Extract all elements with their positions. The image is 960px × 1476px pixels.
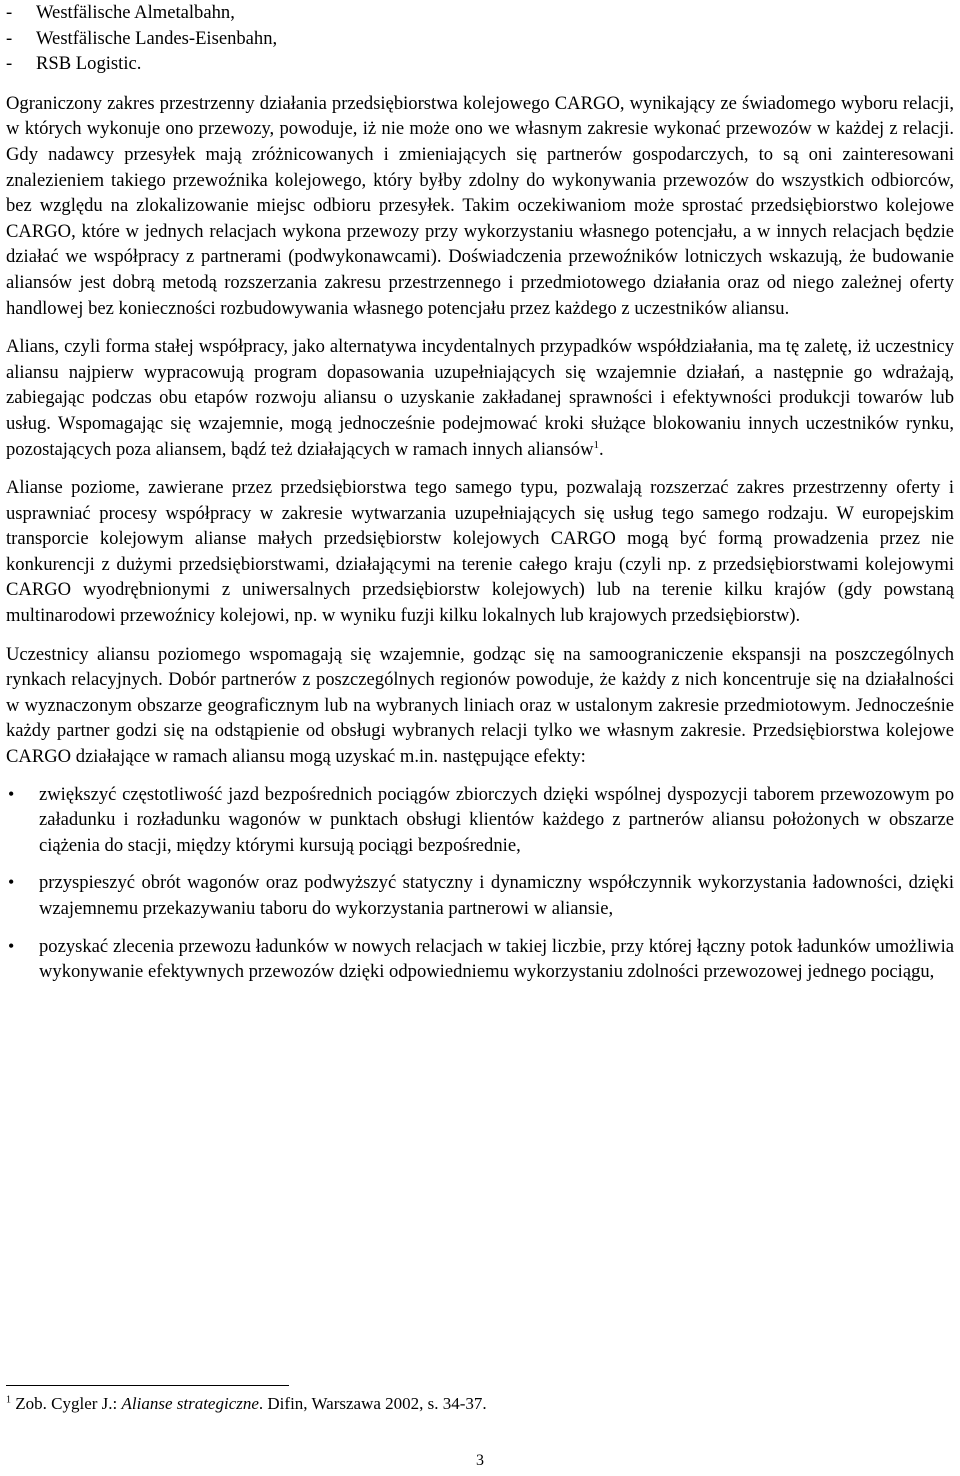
- paragraph-horizontal-alliances: Alianse poziome, zawierane przez przedsiębiorstwa tego samego typu, pozwalają rozszerzać zakres przestrzenny oferty i usprawniać procesy współpracy w zakresie wytwarzania uzupełniających się usług tego samego rodzaju. W europejskim transporcie kolejowym alianse małych przedsiębiorstw kolejowych CARGO mogą być formą prowadzenia przez nie konkurencji z dużymi przedsiębiorstwami, działającymi na terenie całego kraju (czyli np. z przedsiębiorstwami kolejowymi CARGO wyodrębnionymi z uniwersalnych przedsiębiorstw kolejowych) lub na terenie kilku krajów (gdy powstaną multinarodowi przewoźnicy kolejowi, np. w wyniku fuzji kilku lokalnych lub krajowych przedsiębiorstw).: [6, 477, 954, 627]
- list-item: [6, 0, 954, 26]
- footnote: [6, 1393, 487, 1415]
- footnote-suffix: . Difin, Warszawa 2002, s. 34-37.: [258, 1394, 487, 1413]
- dash-marker: -: [6, 53, 13, 75]
- page-number: 3: [476, 1452, 484, 1469]
- list-item-text: Westfälische Landes-Eisenbahn,: [36, 27, 278, 49]
- list-item: [6, 26, 954, 52]
- dash-marker: -: [6, 27, 13, 49]
- bullet-icon: •: [8, 872, 15, 893]
- footnote-title: Alianse strategiczne: [121, 1394, 259, 1413]
- bullet-icon: •: [8, 935, 15, 956]
- list-item-text: Westfälische Almetalbahn,: [36, 2, 235, 23]
- footnote-divider: [6, 1385, 289, 1386]
- list-item-text: RSB Logistic.: [36, 53, 142, 75]
- list-item: [6, 51, 954, 77]
- paragraph-alliance-text: Alians, czyli forma stałej współpracy, jako alternatywa incydentalnych przypadków współdziałania, ma tę zaletę, iż uczestnicy aliansu najpierw wypracowują program dopasowania uzupełniających się wzajemnie działań, a następnie go wdrażają, zabiegając podczas obu etapów rozwoju aliansu o uzyskanie zakładanej sprawności i efektywności produkcji towarów lub usług. Wspomagając się wzajemnie, mogą jednocześnie podejmować kroki służące blokowaniu innych uczestników rynku, pozostających poza aliansem, bądź też działających w ramach innych aliansów: [6, 336, 954, 460]
- paragraph-alliance: [6, 334, 954, 462]
- document-page: [6, 0, 954, 997]
- bullet-text: pozyskać zlecenia przewozu ładunków w nowych relacjach w takiej liczbie, przy której łączny potok ładunków umożliwia wykonywanie efektywnych przewozów dzięki odpowiedniemu wykorzystaniu zdolności przewozowej jednego pociągu,: [39, 935, 954, 983]
- bullet-text: zwiększyć częstotliwość jazd bezpośrednich pociągów zbiorczych dzięki wspólnej dyspozycji taborem przewozowym po załadunku i rozładunku wagonów w punktach obsługi klientów każdego z partnerów aliansu położonych w obszarze ciążenia do stacji, między którymi kursują pociągi bezpośrednie,: [39, 783, 954, 856]
- footnote-number: 1: [6, 1394, 11, 1406]
- footnote-prefix: Zob. Cygler J.:: [11, 1394, 122, 1413]
- list-item: [6, 934, 954, 985]
- railway-list: [6, 0, 954, 77]
- paragraph-participants: Uczestnicy aliansu poziomego wspomagają się wzajemnie, godząc się na samoograniczenie ekspansji na poszczególnych rynkach relacyjnych. Dobór partnerów z poszczególnych regionów powoduje, że każdy z nich koncentruje się na działalności w wyznaczonym obszarze geograficznym lub na wybranych liniach oraz w ustalonym zakresie przedmiotowym. Jednocześnie każdy partner godzi się na odstąpienie od obsługi wybranych relacji tylko we własnym zakresie. Przedsiębiorstwa kolejowe CARGO działające w ramach aliansu mogą uzyskać m.in. następujące efekty:: [6, 643, 954, 768]
- dash-marker: -: [6, 2, 13, 23]
- list-item: [6, 870, 954, 921]
- footnote-ref[interactable]: 1: [593, 438, 600, 451]
- effects-list: [6, 782, 954, 985]
- bullet-text: przyspieszyć obrót wagonów oraz podwyższyć statyczny i dynamiczny współczynnik wykorzystania ładowności, dzięki wzajemnemu przekazywaniu taboru do wykorzystania partnerowi w aliansie,: [39, 872, 954, 919]
- paragraph-alliance-end: .: [599, 438, 604, 460]
- bullet-icon: •: [8, 783, 15, 804]
- paragraph-scope: Ograniczony zakres przestrzenny działania przedsiębiorstwa kolejowego CARGO, wynikający ze świadomego wyboru relacji, w których wykonuje ono przewozy, powoduje, iż nie może ono we własnym zakresie wykonać przewozów w każdej z relacji. Gdy nadawcy przesyłek mają zróżnicowanych i zmieniających się partnerów gospodarczych, to są oni zainteresowani znalezieniem takiego przewoźnika kolejowego, który byłby zdolny do wykonywania przewozów do wszystkich odbiorców, bez względu na zlokalizowanie miejsc odbioru przesyłek. Takim oczekiwaniom może sprostać przedsiębiorstwo kolejowe CARGO, które w jednych relacjach wykona przewozy przy wykorzystaniu własnego potencjału, a w innych relacjach będzie działać we współpracy z partnerami (podwykonawcami). Doświadczenia przewoźników lotniczych wskazują, że budowanie aliansów jest dobrą metodą rozszerzania zakresu przestrzennego i przedmiotowego działania oraz od niego zależnej oferty handlowej bez konieczności rozbudowywania własnego potencjału przez każdego z uczestników aliansu.: [6, 92, 954, 319]
- list-item: [6, 782, 954, 859]
